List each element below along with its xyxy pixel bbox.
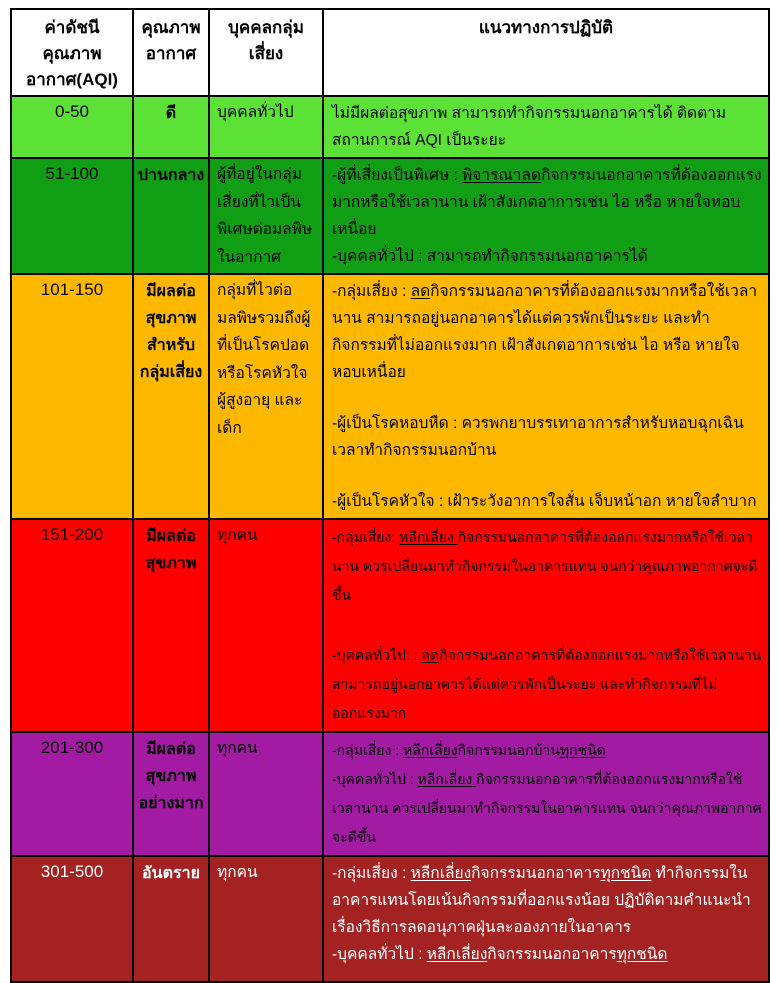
risk-group-cell — [209, 856, 323, 982]
underlined-emphasis: ทุกชนิด — [600, 865, 652, 882]
risk-group-line: ผู้สูงอายุ และเด็ก — [217, 392, 303, 437]
guideline-text: -ผู้เป็นโรคหอบหืด : ควรพกยา​บรรเทา​อาการ​สำหรับ​หอบฉุกเฉิน​เวลาทำ​กิจกรรม​นอกบ้าน — [332, 415, 744, 459]
guideline-text: -บุคคลทั่วไป: : — [332, 647, 422, 663]
guideline-paragraph — [332, 278, 762, 386]
quality-cell: อันตราย — [133, 856, 209, 982]
quality-cell: มีผลต่อ​สุขภาพ — [133, 519, 209, 732]
header-line: บุคคลกลุ่มเสี่ยง — [228, 18, 304, 63]
risk-group-cell — [209, 274, 323, 519]
guideline-text: -กลุ่มเสี่ยง : — [332, 865, 411, 882]
guideline-paragraph — [332, 410, 762, 464]
aqi-range-cell: 0-50 — [11, 96, 133, 158]
guideline-text: กิจกรรม​นอกอาคาร​ที่ต้อง​ออกแรงมาก​หรือใช้​เวลานาน เฝ้าสังเกต​อาการเช่น ไอ หรือ หายใจ​หอบเหนื่อย — [332, 167, 762, 238]
risk-group-cell — [209, 96, 323, 158]
aqi-guideline-table — [10, 8, 770, 983]
risk-group-line: กลุ่มที่ไวต่อ​มลพิษ​รวมถึงผู้ที่​เป็นโรคปอด​หรือ​โรคหัวใจ — [217, 282, 311, 382]
underlined-emphasis: หลีกเลี่ยง — [426, 946, 488, 963]
header-line: คุณภาพ — [42, 44, 102, 63]
risk-group-line: ทุกคน — [217, 864, 258, 881]
aqi-range-cell: 101-150 — [11, 274, 133, 519]
guideline-paragraph — [332, 162, 762, 243]
aqi-guideline-table-wrap — [10, 8, 770, 983]
guideline-text: -บุคคลทั่วไป : สามารถ​ทำกิจกรรม​นอกอาคารได้ — [332, 248, 648, 265]
risk-group-line: ทุกคน — [217, 740, 258, 757]
table-row — [11, 96, 769, 158]
quality-cell: มีผลต่อ​สุขภาพ​อย่างมาก — [133, 732, 209, 856]
quality-cell: มีผลต่อ​สุขภาพ​สำหรับกลุ่ม​เสี่ยง — [133, 274, 209, 519]
table-row — [11, 274, 769, 519]
guideline-paragraph — [332, 860, 762, 941]
guideline-paragraph — [332, 736, 762, 765]
guideline-paragraph — [332, 243, 762, 270]
guideline-text: กิจกรรม​นอกบ้าน — [457, 742, 560, 758]
guideline-text: ทำกิจกรรม​ในอาคารแทน​โดยเน้น​กิจกรรม​ที่ออกแรงน้อย ปฏิบัติตาม​คำแนะนำ​เรื่อง​วิธีการ​ลดอนุภาค​ฝุ่นละออง​ภายใน​อาคาร — [332, 865, 751, 936]
guideline-paragraph — [332, 765, 762, 852]
column-header-quality — [133, 9, 209, 96]
header-line: อากาศ(AQI) — [26, 70, 118, 89]
column-header-risk-group — [209, 9, 323, 96]
risk-group-cell — [209, 519, 323, 732]
guideline-text: -กลุ่มเสี่ยง : — [332, 742, 403, 758]
guideline-text: -บุคคลทั่วไป : — [332, 946, 427, 963]
table-row — [11, 856, 769, 982]
header-row — [11, 9, 769, 96]
aqi-range-cell: 201-300 — [11, 732, 133, 856]
guideline-paragraph — [332, 941, 762, 968]
underlined-emphasis: หลีกเลี่ยง — [402, 742, 458, 758]
guideline-text: -กลุ่มเสี่ยง: — [332, 529, 400, 545]
guideline-text: กิจกรรม​นอกอาคาร​ที่ต้อง​ออกแรงมาก​หรือใช้​เวลานาน สามารถ​อยู่นอกอาคารได้​แต่ควรพัก​เป็นระยะ และ​ทำกิจกรรม​ที่ไม่ออกแรงมาก — [332, 647, 762, 721]
risk-group-line: ทุกคน — [217, 527, 258, 544]
guideline-text: ไม่มีผลต่อสุขภาพ สามารถ​ทำกิจกรรม​นอกอาคารได้ ติดตาม​สถานการณ์ AQI เป็นระยะ — [332, 105, 727, 149]
underlined-emphasis: ทุกชนิด — [616, 946, 668, 963]
underlined-emphasis: ทุกชนิด — [559, 742, 606, 758]
guideline-cell — [323, 158, 769, 274]
aqi-range-cell: 301-500 — [11, 856, 133, 982]
underlined-emphasis: หลีกเลี่ยง — [417, 771, 477, 787]
guideline-paragraph — [332, 641, 762, 728]
guideline-text: -กลุ่มเสี่ยง : — [332, 283, 411, 300]
guideline-cell — [323, 519, 769, 732]
underlined-emphasis: หลีกเลี่ยง — [410, 865, 472, 882]
table-row — [11, 519, 769, 732]
aqi-range-cell: 51-100 — [11, 158, 133, 274]
column-header-aqi — [11, 9, 133, 96]
risk-group-line: ผู้ที่อยู่ในกลุ่ม​เสี่ยงที่ไวเป็น​พิเศษ​ต่อมลพิษ​ในอากาศ — [217, 166, 313, 266]
underlined-emphasis: หลีกเลี่ยง — [399, 529, 458, 545]
quality-cell: ดี — [133, 96, 209, 158]
guideline-text: กิจกรรม​นอกอาคาร​ที่ต้อง​ออกแรงมาก​หรือใช้​เวลานาน สามารถ​อยู่นอกอาคารได้​แต่ควรพัก​เป็นระยะ และ​ทำกิจกรรม​ที่ไม่ออกแรงมาก เฝ้าสังเกต​อาการเช่น ไอ หรือ หายใจ​หอบเหนื่อย — [332, 283, 758, 381]
header-line: ค่าดัชนี — [44, 18, 100, 37]
guideline-cell — [323, 274, 769, 519]
underlined-emphasis: ลด — [421, 647, 440, 663]
quality-cell: ปานกลาง — [133, 158, 209, 274]
aqi-range-cell: 151-200 — [11, 519, 133, 732]
underlined-emphasis: พิจารณาลด — [462, 167, 542, 184]
table-row — [11, 732, 769, 856]
header-line: อากาศ — [145, 44, 197, 63]
guideline-paragraph — [332, 523, 762, 610]
column-header-guideline — [323, 9, 769, 96]
risk-group-line: บุคคลทั่วไป — [217, 104, 294, 121]
guideline-text: -ผู้ที่เสี่ยงเป็นพิเศษ : — [332, 167, 463, 184]
guideline-text: กิจกรรม​นอกอาคาร — [471, 865, 601, 882]
risk-group-cell — [209, 158, 323, 274]
guideline-text: กิจกรรม​นอกอาคาร​ที่ต้อง​ออกแรงมาก​หรือใช้​เวลานาน ควรเปลี่ยน​มาทำ​กิจกรรม​ในอาคารแทน จนกว่า​คุณภาพ​อากาศ​จะดีขึ้น — [332, 529, 758, 603]
guideline-cell — [323, 732, 769, 856]
guideline-paragraph — [332, 100, 762, 154]
guideline-cell — [323, 856, 769, 982]
guideline-cell — [323, 96, 769, 158]
header-line: คุณภาพ — [141, 18, 201, 37]
guideline-text: -บุคคลทั่วไป : — [332, 771, 418, 787]
underlined-emphasis: ลด — [410, 283, 431, 300]
table-row — [11, 158, 769, 274]
header-line: แนวทางการปฏิบัติ — [478, 18, 614, 37]
risk-group-cell — [209, 732, 323, 856]
guideline-text: กิจกรรม​นอกอาคาร​ที่ต้อง​ออกแรงมาก​หรือใช้​เวลา​นาน ควรเปลี่ยน​มาทำ​กิจกรรม​ในอาคารแทน จนกว่า​คุณภาพ​อากาศ​จะดีขึ้น — [332, 771, 762, 845]
guideline-text: -ผู้เป็นโรคหัวใจ : เฝ้าระวัง​อาการใจสั่น เจ็บหน้าอก หายใจ​ลำบาก — [332, 493, 757, 510]
guideline-text: กิจกรรม​นอกอาคาร — [487, 946, 617, 963]
guideline-paragraph — [332, 488, 762, 515]
